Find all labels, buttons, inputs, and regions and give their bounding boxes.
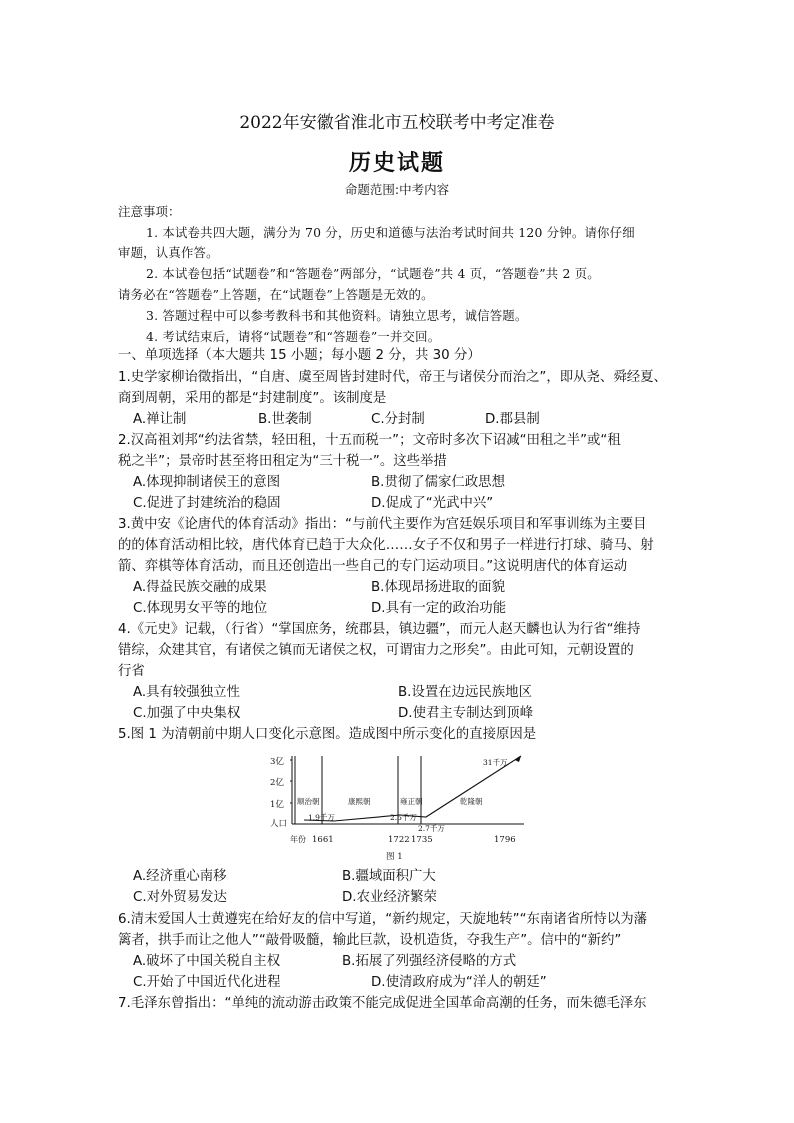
question-stem: 4.《元史》记载，（行省）“掌国庶务，统郡县，镇边疆”，而元人赵天麟也认为行省“维持: [118, 622, 641, 637]
notice-line: 2. 本试卷包括“试题卷”和“答题卷”两部分，“试题卷”共 4 页，“答题卷”共 2 页。: [146, 266, 600, 281]
exam-title: 2022年安徽省淮北市五校联考中考定准卷: [239, 113, 555, 133]
y-tick-label: 1亿: [270, 800, 284, 810]
question-stem: 7.毛泽东曾指出：“单纯的流动游击政策不能完成促进全国革命高潮的任务，而朱德毛泽东: [118, 996, 647, 1011]
option: B.设置在边远民族地区: [398, 685, 532, 700]
option: D.促成了“光武中兴”: [371, 496, 494, 511]
option: A.体现抑制诸侯王的意图: [133, 475, 281, 490]
notice-line: 请务必在“答题卷”上答题，在“试题卷”上答题是无效的。: [118, 287, 434, 302]
x-tick-label: 1735: [411, 835, 433, 845]
question-stem: 的的体育活动相比较，唐代体育已趋于大众化……女子不仅和男子一样进行打球、骑马、射: [118, 538, 654, 553]
x-tick-label: 1796: [494, 835, 516, 845]
option: D.使君主专制达到顶峰: [398, 706, 534, 721]
option: B.世袭制: [258, 412, 312, 427]
notice-heading: 注意事项：: [118, 204, 181, 219]
option: B.贯彻了儒家仁政思想: [371, 475, 505, 490]
period-label: 顺治朝: [297, 797, 320, 806]
option: D.郡县制: [485, 412, 540, 427]
option: A.经济重心南移: [133, 869, 227, 884]
y-tick-label: 2亿: [270, 778, 284, 788]
figure-caption: 图 1: [386, 852, 403, 862]
option: D.具有一定的政治功能: [371, 601, 507, 616]
period-label: 康熙朝: [348, 797, 371, 806]
option: B.疆域面积广大: [342, 869, 436, 884]
value-label: 2.7千万: [418, 824, 445, 833]
y-axis-label: 人口: [270, 819, 288, 829]
option: D.农业经济繁荣: [342, 890, 437, 905]
question-stem: 行省: [118, 664, 145, 679]
option: A.具有较强独立性: [133, 685, 240, 700]
option: C.开始了中国近代化进程: [133, 975, 281, 990]
question-stem: 错综，众建其官，有诸侯之镇而无诸侯之权，可谓宙力之形矣”。由此可知，元朝设置的: [118, 643, 634, 658]
option: A.得益民族交融的成果: [133, 580, 267, 595]
notice-line: 3. 答题过程中可以参考教科书和其他资料。请独立思考，诚信答题。: [146, 308, 528, 323]
population-chart-figure: [268, 748, 530, 864]
question-stem: 1.史学家柳诒徵指出，“自唐、虞至周皆封建时代，帝王与诸侯分而治之”，即从尧、舜经夏、: [118, 370, 667, 385]
value-label: 2.5千万: [390, 813, 417, 822]
section-heading: 一、单项选择（本大题共 15 小题；每小题 2 分，共 30 分）: [118, 348, 481, 363]
option: B.拓展了列强经济侵略的方式: [342, 954, 517, 969]
x-axis-label: 年份: [290, 835, 306, 844]
question-stem: 2.汉高祖刘邦“约法省禁，轻田租，十五而税一”；文帝时多次下诏减“田租之半”或“租: [118, 433, 621, 448]
notice-line: 4. 考试结束后，请将“试题卷”和“答题卷”一并交回。: [146, 329, 441, 344]
value-label: 31千万: [483, 758, 508, 767]
option: C.分封制: [371, 412, 425, 427]
question-stem: 5.图 1 为清朝前中期人口变化示意图。造成图中所示变化的直接原因是: [118, 727, 537, 742]
period-label: 乾隆朝: [460, 797, 483, 806]
question-stem: 3.黄中安《论唐代的体育活动》指出：“与前代主要作为宫廷娱乐项目和军事训练为主要目: [118, 517, 647, 532]
option: C.加强了中央集权: [133, 706, 241, 721]
question-stem: 6.清末爱国人士黄遵宪在给好友的信中写道，“新约规定，天旋地转”“东南诸省所恃以为藩: [118, 912, 648, 927]
question-stem: 商到周朝，采用的都是“封建制度”。该制度是: [118, 391, 387, 406]
option: B.体现昂扬进取的面貌: [371, 580, 505, 595]
option: C.对外贸易发达: [133, 890, 227, 905]
option: C.体现男女平等的地位: [133, 601, 268, 616]
subject-title: 历史试题: [348, 150, 445, 176]
exam-scope: 命题范围:中考内容: [344, 182, 450, 197]
option: A.破坏了中国关税自主权: [133, 954, 281, 969]
x-tick-label: 1661: [312, 835, 334, 845]
question-stem: 篱者，拱手而让之他人”“敲骨吸髓，输此巨款，设机造货，夺我生产”。信中的“新约”: [118, 933, 622, 948]
y-tick-label: 3亿: [270, 757, 284, 767]
question-stem: 箭、弈棋等体育活动，而且还创造出一些自己的专门运动项目。”这说明唐代的体育运动: [118, 559, 628, 574]
notice-line: 1. 本试卷共四大题，满分为 70 分，历史和道德与法治考试时间共 120 分钟。请你仔细: [146, 225, 635, 240]
question-stem: 税之半”；景帝时甚至将田租定为“三十税一”。这些举措: [118, 454, 447, 469]
option: C.促进了封建统治的稳固: [133, 496, 281, 511]
notice-line: 审题，认真作答。: [118, 245, 219, 260]
period-label: 雍正朝: [400, 797, 423, 806]
option: A.禅让制: [133, 412, 187, 427]
value-label: 1.9千万: [308, 813, 335, 822]
option: D.使清政府成为“洋人的朝廷”: [371, 975, 547, 990]
x-tick-label: 1722: [388, 835, 410, 845]
